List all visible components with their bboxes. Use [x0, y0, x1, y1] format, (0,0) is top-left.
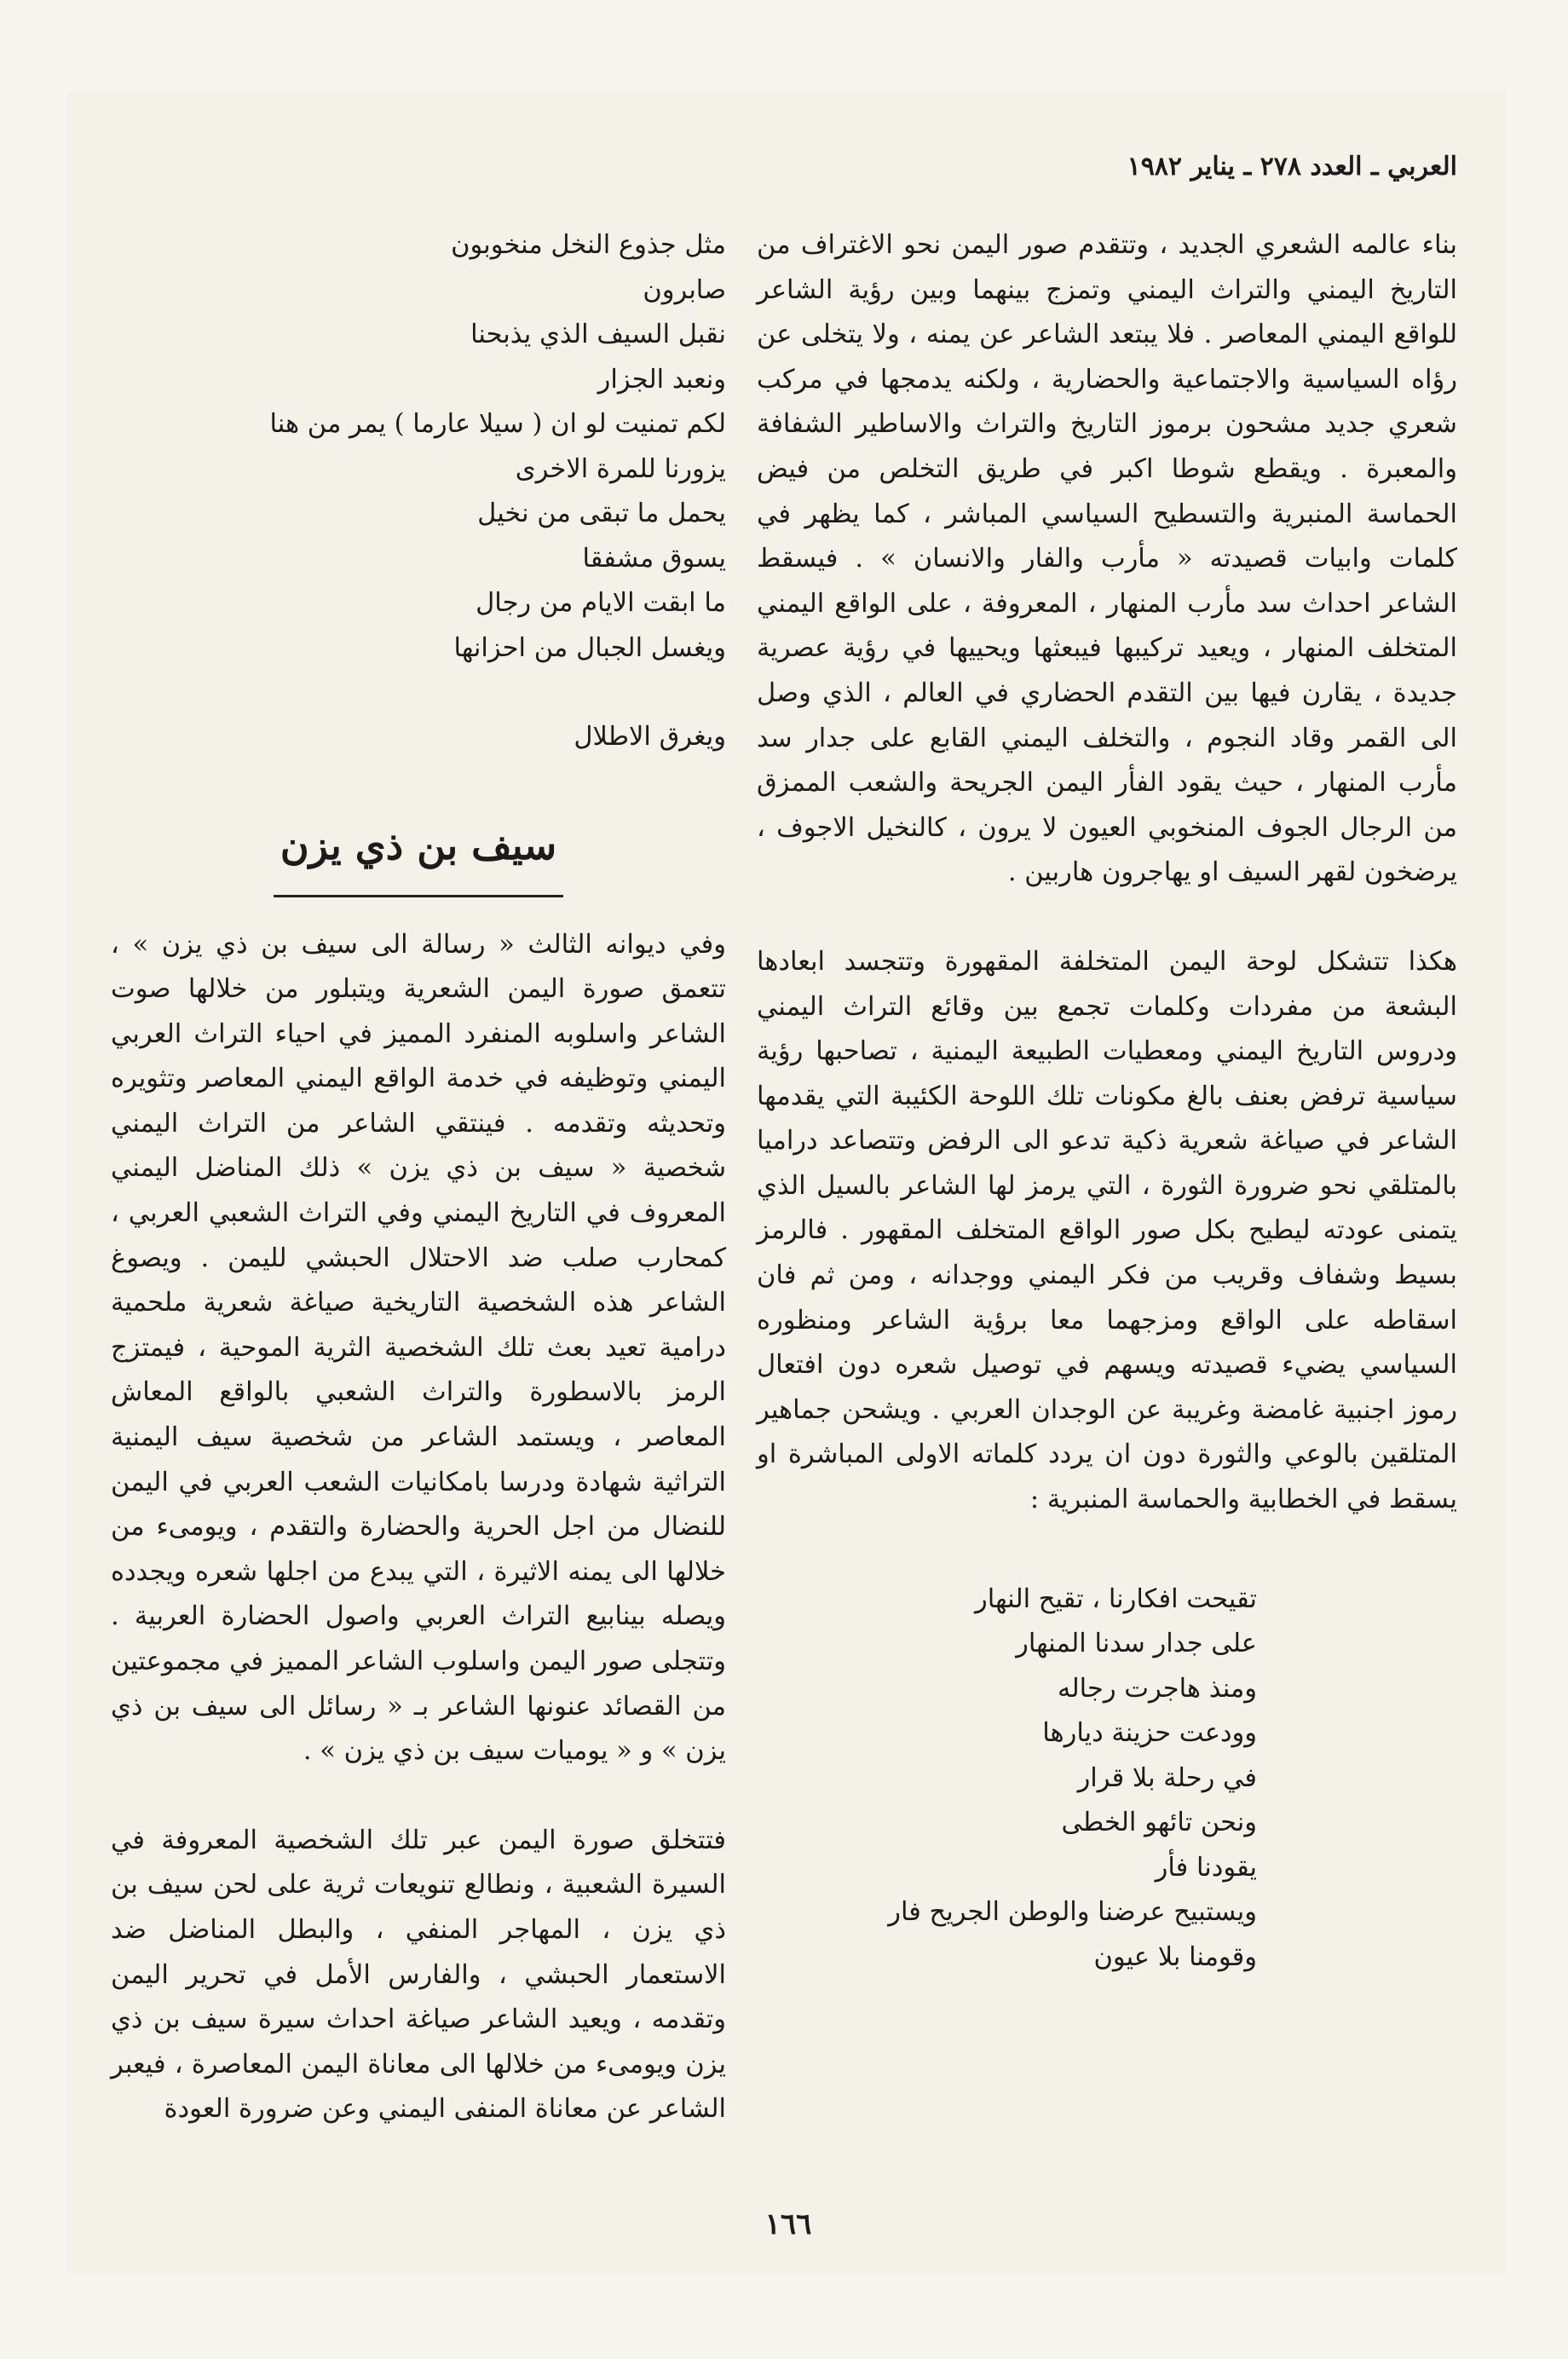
section-title: سيف بن ذي يزن: [280, 822, 557, 868]
verse-line: يزورنا للمرة الاخرى: [515, 453, 726, 484]
verse-line-final: ويغرق الاطلال: [574, 722, 726, 752]
verse-line: ومنذ هاجرت رجاله: [1058, 1673, 1257, 1704]
verse-line: وودعت حزينة ديارها: [1042, 1718, 1257, 1749]
verse-line: ما ابقت الايام من رجال: [476, 588, 726, 618]
verse-line: يقودنا فأر: [1155, 1852, 1257, 1883]
poem-excerpt-right: [757, 1577, 1257, 1981]
paragraph-gap: [111, 1774, 726, 1819]
verse-line: وقومنا بلا عيون: [1093, 1941, 1257, 1972]
verse-line: يحمل ما تبقى من نخيل: [477, 499, 726, 528]
verse-line: نقبل السيف الذي يذبحنا: [470, 320, 726, 349]
left-column: [111, 223, 726, 2132]
right-column: [757, 223, 1457, 1980]
verse-line: لكم تمنيت لو ان ( سيلا عارما ) يمر من هنا: [269, 409, 726, 439]
verse-line: يسوق مشفقا: [582, 543, 726, 574]
right-paragraph-1: بناء عالمه الشعري الجديد ، وتتقدم صور اليمن نحو الاغتراف من التاريخ اليمني والتراث اليمني وتمزج بينهما وبين رؤية الشاعر للواقع اليمني المعاصر . فلا يبتعد الشاعر عن يمنه ، ولا يتخلى عن رؤاه السياسية والاجتماعية والحضارية ، ولكنه يدمجها في مركب شعري جديد مشحون برموز التاريخ والتراث والاساطير الشفافة والمعبرة . ويقطع شوطا اكبر في طريق التخلص من فيض الحماسة المنبرية والتسطيح السياسي المباشر ، كما يظهر في كلمات وابيات قصيدته « مأرب والفار والانسان » . فيسقط الشاعر احداث سد مأرب المنهار ، المعروفة ، على الواقع اليمني المتخلف المنهار ، ويعيد تركيبها فيبعثها ويحييها في رؤية عصرية جديدة ، يقارن فيها بين التقدم الحضاري في العالم ، الذي وصل الى القمر وقاد النجوم ، والتخلف اليمني القابع على جدار سد مأرب المنهار ، حيث يقود الفأر اليمن الجريحة والشعب الممزق من الرجال الجوف المنخوبي العيون لا يرون ، كالنخيل الاجوف ، يرضخون لقهر السيف او يهاجرون هاربين .: [757, 230, 1457, 888]
verse-line: في رحلة بلا قرار: [1077, 1762, 1257, 1793]
verse-line: مثل جذوع النخل منخوبون: [451, 230, 726, 260]
paragraph-gap: [757, 896, 1457, 940]
title-underline: [274, 895, 563, 897]
verse-line: ويغسل الجبال من احزانها: [453, 632, 726, 663]
verse-line: ونحن تائهو الخطى: [1061, 1808, 1257, 1838]
verse-line: على جدار سدنا المنهار: [1016, 1629, 1257, 1659]
poem-excerpt-left: [111, 223, 726, 760]
right-paragraph-2: هكذا تتشكل لوحة اليمن المتخلفة المقهورة وتتجسد ابعادها البشعة من مفردات وكلمات تجمع بين وقائع التراث اليمني ودروس التاريخ اليمني ومعطيات الطبيعة اليمنية ، تصاحبها رؤية سياسية ترفض بعنف بالغ مكونات تلك اللوحة الكئيبة التي يقدمها الشاعر في صياغة شعرية ذكية تدعو الى الرفض وتتصاعد دراميا بالمتلقي نحو ضرورة الثورة ، التي يرمز لها الشاعر بالسيل الذي يتمنى عودته ليطيح بكل صور الواقع المتخلف المقهور . فالرمز بسيط وشفاف وقريب من فكر اليمني ووجدانه ، ومن ثم فان اسقاطه على الواقع ومزجهما معا برؤية الشاعر ومنظوره السياسي يضيء قصيدته ويسهم في توصيل شعره دون افتعال رموز اجنبية غامضة وغريبة عن الوجدان العربي . ويشحن جماهير المتلقين بالوعي والثورة دون ان يردد كلماته الاولى المباشرة او يسقط في الخطابية والحماسة المنبرية :: [757, 946, 1457, 1515]
running-head: العربي ـ العدد ٢٧٨ ـ يناير ١٩٨٢: [1127, 152, 1457, 182]
left-paragraph-1: وفي ديوانه الثالث « رسالة الى سيف بن ذي يزن » ، تتعمق صورة اليمن الشعرية ويتبلور من خلالها صوت الشاعر واسلوبه المنفرد المميز في احياء التراث العربي اليمني وتوظيفه في خدمة الواقع اليمني المعاصر وتثويره وتحديثه وتقدمه . فينتقي الشاعر من التراث اليمني شخصية « سيف بن ذي يزن » ذلك المناضل اليمني المعروف في التاريخ اليمني وفي التراث الشعبي العربي ، كمحارب صلب ضد الاحتلال الحبشي لليمن . ويصوغ الشاعر هذه الشخصية التاريخية صياغة شعرية ملحمية درامية تعيد بعث تلك الشخصية الثرية الموحية ، فيمتزج الرمز بالاسطورة والتراث الشعبي بالواقع المعاش المعاصر ، ويستمد الشاعر من شخصية سيف اليمنية التراثية شهادة ودرسا بامكانيات الشعب العربي في اليمن للنضال من اجل الحرية والحضارة والتقدم ، ويومىء من خلالها الى يمنه الاثيرة ، التي يبدع من اجلها شعره ويجدده ويصله بينابيع التراث العربي واصول الحضارة العربية . وتتجلى صور اليمن واسلوب الشاعر المميز في مجموعتين من القصائد عنونها الشاعر بـ « رسائل الى سيف بن ذي يزن » و « يوميات سيف بن ذي يزن » .: [111, 929, 727, 1767]
verse-line: ويستبيح عرضنا والوطن الجريح فار: [888, 1897, 1257, 1928]
verse-line: ونعبد الجزار: [597, 364, 726, 395]
page-number: ١٦٦: [764, 2207, 812, 2241]
verse-line: صابرون: [643, 274, 726, 305]
verse-line: تقيحت افكارنا ، تقيح النهار: [975, 1583, 1257, 1614]
left-paragraph-2: فتتخلق صورة اليمن عبر تلك الشخصية المعروفة في السيرة الشعبية ، ونطالع تنويعات ثرية على لحن سيف بن ذي يزن ، المهاجر المنفي ، والبطل المناضل ضد الاستعمار الحبشي ، والفارس الأمل في تحرير اليمن وتقدمه ، ويعيد الشاعر صياغة احداث سيرة سيف بن ذي يزن ويومىء من خلالها الى معاناة اليمن المعاصرة ، فيعبر الشاعر عن معاناة المنفى اليمني وعن ضرورة العودة: [111, 1825, 726, 2125]
